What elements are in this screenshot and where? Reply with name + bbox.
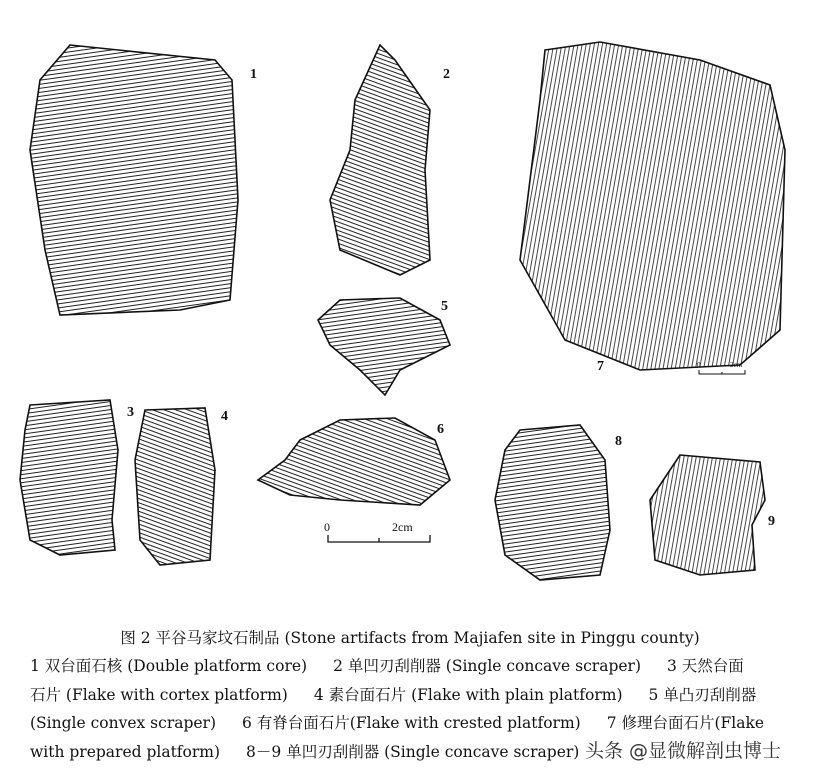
artifact-2-concave-scraper (330, 45, 430, 275)
label-9: 9 (768, 514, 775, 529)
label-3: 3 (127, 405, 134, 420)
caption-item-8-9: 8－9 单凹刃刮削器 (Single concave scraper) (246, 743, 580, 761)
caption-item-3b: 石片 (Flake with cortex platform) (30, 686, 288, 704)
figure-title: 图 2 平谷马家坟石制品 (Stone artifacts from Majiafen site in Pinggu county) (120, 629, 700, 647)
caption-item-2: 2 单凹刃刮削器 (Single concave scraper) (333, 657, 641, 675)
label-6: 6 (437, 422, 444, 437)
artifact-1-double-platform-core (30, 45, 238, 315)
watermark: 头条 @显微解剖虫博士 (585, 740, 782, 762)
label-7: 7 (597, 359, 604, 374)
artifact-6-crested-platform-flake (258, 418, 450, 505)
artifact-4-plain-platform-flake (135, 408, 215, 565)
artifact-8-concave-scraper (495, 425, 610, 580)
label-4: 4 (221, 409, 228, 424)
svg-text:0: 0 (697, 361, 701, 369)
caption-item-4: 4 素台面石片 (Flake with plain platform) (313, 686, 623, 704)
caption-line-1 (30, 654, 770, 676)
caption-item-3: 3 天然台面 (667, 657, 744, 675)
caption-item-7b: with prepared platform) (30, 743, 221, 761)
caption-item-5: 5 单凸刃刮削器 (648, 686, 757, 704)
svg-text:2cm: 2cm (730, 361, 743, 369)
label-1: 1 (250, 67, 257, 82)
caption-item-6: 6 有脊台面石片(Flake with crested platform) (242, 714, 581, 732)
label-8: 8 (615, 434, 622, 449)
caption-item-1: 1 双台面石核 (Double platform core) (30, 657, 308, 675)
svg-text:0: 0 (324, 520, 330, 534)
label-2: 2 (443, 67, 450, 82)
caption-line-3 (30, 711, 790, 733)
artifact-3-cortex-platform-flake (20, 400, 118, 555)
artifact-5-convex-scraper (318, 298, 450, 395)
artifact-7-prepared-platform-flake (520, 42, 785, 370)
artifact-9-concave-scraper (650, 455, 765, 575)
scale-bar-main (324, 520, 430, 542)
caption-line-2 (30, 683, 782, 705)
caption-item-5b: (Single convex scraper) (30, 714, 217, 732)
caption-item-7: 7 修理台面石片(Flake (606, 714, 765, 732)
label-5: 5 (441, 299, 448, 314)
caption-line-4 (30, 740, 605, 762)
svg-text:2cm: 2cm (392, 520, 413, 534)
